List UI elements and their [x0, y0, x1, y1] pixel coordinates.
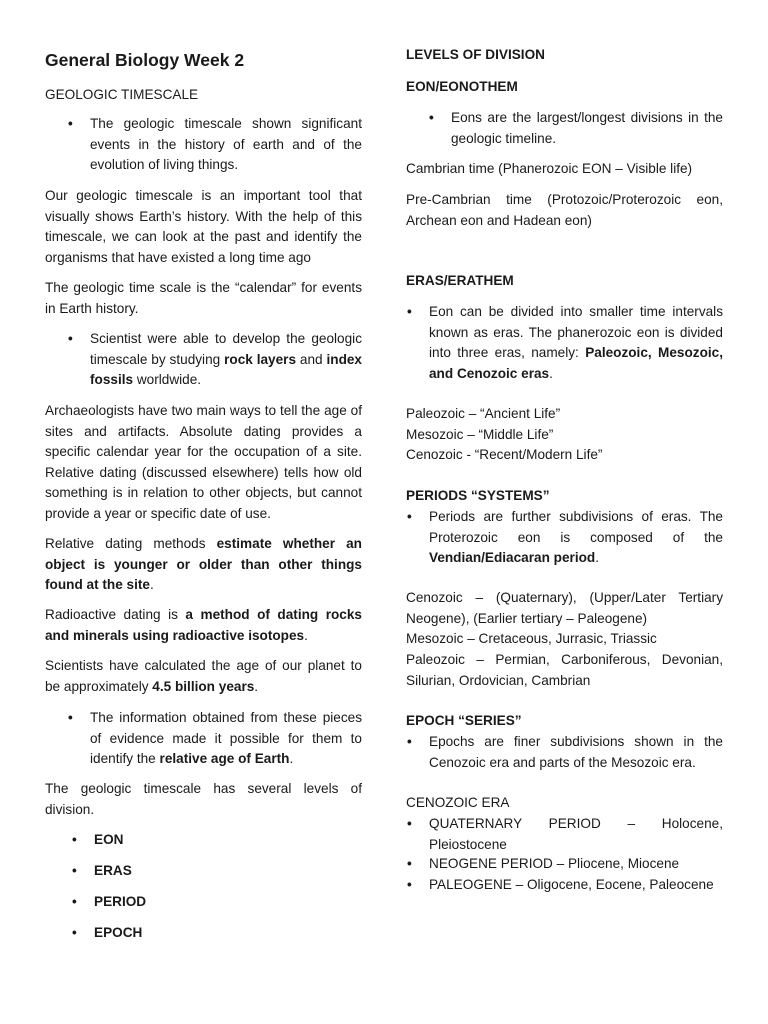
- paragraph-relative-dating: Relative dating methods estimate whether an object is younger or older than other things found at the site.: [45, 536, 362, 593]
- paragraph-pre-cambrian-time: Pre-Cambrian time (Protozoic/Proterozoic eon, Archean eon and Hadean eon): [406, 192, 723, 228]
- list-item-eon: • EON: [94, 830, 123, 851]
- periods-paleozoic: Paleozoic – Permian, Carboniferous, Devonian, Silurian, Ordovician, Cambrian: [406, 652, 723, 688]
- era-mesozoic: Mesozoic – “Middle Life”: [406, 427, 554, 442]
- bullet-icon: •: [407, 304, 412, 319]
- epoch-neogene: • NEOGENE PERIOD – Pliocene, Miocene: [429, 854, 723, 875]
- bullet-scientists-develop: • Scientist were able to develop the geologic timescale by studying rock layers and index fossils worldwide.: [68, 331, 362, 388]
- bullet-icon: •: [68, 331, 73, 346]
- bullet-icon: •: [72, 863, 77, 878]
- heading-eras-erathem: ERAS/ERATHEM: [406, 273, 514, 288]
- bullet-icon: •: [407, 509, 412, 524]
- heading-eon-eonothem: EON/EONOTHEM: [406, 79, 518, 94]
- bullet-icon: •: [407, 856, 412, 871]
- paragraph-important-tool: Our geologic timescale is an important tool that visually shows Earth’s history. With the help of this timescale, we can look at the past and identify the organisms that have existed a long time ago: [45, 188, 362, 265]
- list-item-period: • PERIOD: [94, 892, 146, 913]
- bullet-icon: •: [72, 832, 77, 847]
- bullet-icon: •: [429, 110, 434, 125]
- heading-epoch-series: EPOCH “SERIES”: [406, 713, 522, 728]
- bullet-information-evidence: • The information obtained from these pieces of evidence made it possible for them to identify the relative age of Earth.: [68, 710, 362, 767]
- heading-levels-of-division: LEVELS OF DIVISION: [406, 47, 545, 62]
- bullet-epochs: • Epochs are finer subdivisions shown in the Cenozoic era and parts of the Mesozoic era.: [407, 734, 723, 770]
- section-heading-geologic-timescale: GEOLOGIC TIMESCALE: [45, 87, 199, 102]
- paragraph-calendar: The geologic time scale is the “calendar” for events in Earth history.: [45, 280, 362, 316]
- paragraph-radioactive-dating: Radioactive dating is a method of dating rocks and minerals using radioactive isotopes.: [45, 607, 362, 643]
- bullet-icon: •: [72, 894, 77, 909]
- bullet-icon: •: [68, 710, 73, 725]
- era-paleozoic: Paleozoic – “Ancient Life”: [406, 406, 561, 421]
- paragraph-age-of-planet: Scientists have calculated the age of our planet to be approximately 4.5 billion years.: [45, 658, 362, 694]
- bullet-icon: •: [407, 877, 412, 892]
- bullet-icon: •: [407, 734, 412, 749]
- epoch-paleogene: • PALEOGENE – Oligocene, Eocene, Paleocene: [429, 875, 723, 896]
- paragraph-archaeologists: Archaeologists have two main ways to tell the age of sites and artifacts. Absolute dating provides a specific calendar year for the occupation of a site. Relative dating (discussed elsewhere) tells how old something is in relation to other objects, but cannot provide a year or specific date of use.: [45, 403, 362, 521]
- document-title: General Biology Week 2: [45, 50, 245, 70]
- heading-periods-systems: PERIODS “SYSTEMS”: [406, 488, 550, 503]
- bullet-icon: •: [72, 925, 77, 940]
- bullet-icon: •: [68, 116, 73, 131]
- list-item-epoch: • EPOCH: [94, 923, 142, 944]
- bullet-eon-divided: • Eon can be divided into smaller time intervals known as eras. The phanerozoic eon is divided into three eras, namely: Paleozoic, Mesozoic, and Cenozoic eras.: [407, 304, 723, 381]
- periods-mesozoic: Mesozoic – Cretaceous, Jurrasic, Triassic: [406, 631, 657, 646]
- heading-cenozoic-era: CENOZOIC ERA: [406, 795, 510, 810]
- bullet-periods: • Periods are further subdivisions of eras. The Proterozoic eon is composed of the Vendian/Ediacaran period.: [407, 509, 723, 566]
- paragraph-levels-of-division: The geologic timescale has several levels of division.: [45, 781, 362, 817]
- bullet-icon: •: [407, 816, 412, 831]
- bullet-geologic-timescale: • The geologic timescale shown significant events in the history of earth and of the evolution of living things.: [68, 116, 362, 173]
- bullet-eons: • Eons are the largest/longest divisions in the geologic timeline.: [429, 110, 723, 146]
- list-item-eras: • ERAS: [94, 861, 132, 882]
- epoch-quaternary: • QUATERNARY PERIOD – Holocene, Pleiostocene: [407, 816, 723, 852]
- periods-cenozoic: Cenozoic – (Quaternary), (Upper/Later Tertiary Neogene), (Earlier tertiary – Paleogene): [406, 590, 723, 626]
- era-cenozoic: Cenozoic - “Recent/Modern Life”: [406, 447, 603, 462]
- paragraph-cambrian-time: Cambrian time (Phanerozoic EON – Visible life): [406, 161, 693, 176]
